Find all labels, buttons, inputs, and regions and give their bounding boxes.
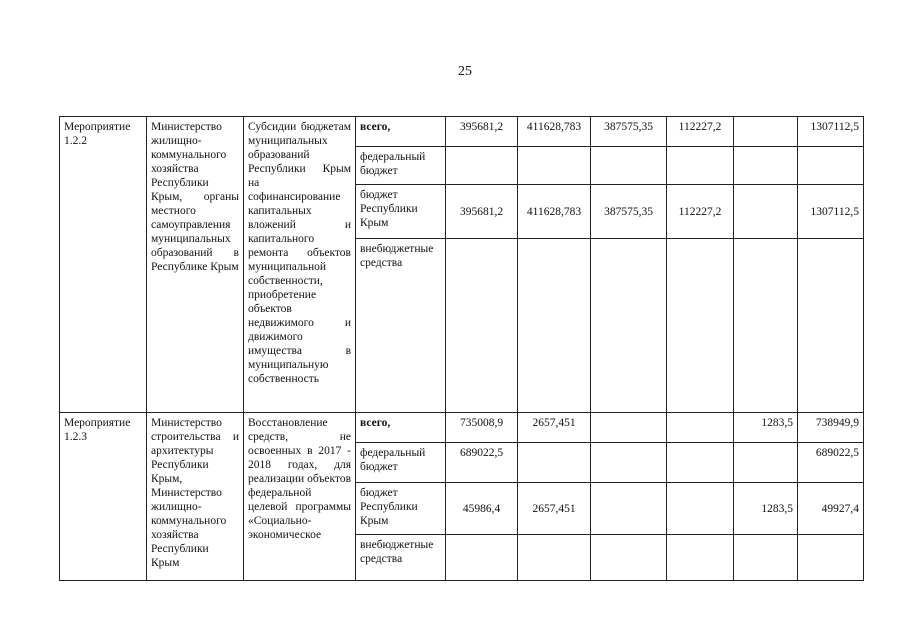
source-cell: внебюджетные средства: [356, 239, 446, 413]
source-cell: бюджет Республики Крым: [356, 483, 446, 535]
value-cell: 387575,35: [591, 117, 667, 147]
value-cell: 395681,2: [446, 117, 518, 147]
value-cell: [446, 147, 518, 185]
value-cell: [591, 239, 667, 413]
event-cell: Мероприятие 1.2.2: [60, 117, 147, 413]
source-cell: всего,: [356, 413, 446, 443]
value-cell: 387575,35: [591, 185, 667, 239]
value-cell: 1283,5: [734, 413, 798, 443]
value-cell: 395681,2: [446, 185, 518, 239]
source-cell: федеральный бюджет: [356, 443, 446, 483]
total-cell: [798, 239, 864, 413]
executor-cell: Министерство жилищно-коммунального хозяйства Республики Крым, органы местного самоуправления муниципальных образований в Республике Крым: [147, 117, 244, 413]
value-cell: [518, 147, 591, 185]
executor-cell: Министерство строительства и архитектуры Республики Крым, Министерство жилищно-коммунального хозяйства Республики Крым: [147, 413, 244, 581]
value-cell: 411628,783: [518, 185, 591, 239]
value-cell: [734, 147, 798, 185]
value-cell: 735008,9: [446, 413, 518, 443]
value-cell: [518, 535, 591, 581]
value-cell: [591, 483, 667, 535]
value-cell: [667, 483, 734, 535]
value-cell: [446, 239, 518, 413]
value-cell: 689022,5: [446, 443, 518, 483]
table-row: [60, 117, 864, 147]
total-cell: 1307112,5: [798, 185, 864, 239]
total-cell: [798, 147, 864, 185]
source-cell: федеральный бюджет: [356, 147, 446, 185]
value-cell: [667, 413, 734, 443]
value-cell: 45986,4: [446, 483, 518, 535]
value-cell: 411628,783: [518, 117, 591, 147]
value-cell: 112227,2: [667, 117, 734, 147]
value-cell: [734, 443, 798, 483]
value-cell: 112227,2: [667, 185, 734, 239]
value-cell: [518, 443, 591, 483]
value-cell: [734, 185, 798, 239]
value-cell: [518, 239, 591, 413]
total-cell: [798, 535, 864, 581]
value-cell: 2657,451: [518, 483, 591, 535]
value-cell: [667, 147, 734, 185]
table-row: [60, 413, 864, 443]
event-cell: Мероприятие 1.2.3: [60, 413, 147, 581]
value-cell: [446, 535, 518, 581]
value-cell: [591, 443, 667, 483]
total-cell: 49927,4: [798, 483, 864, 535]
value-cell: [591, 147, 667, 185]
description-cell: Восстановление средств, не освоенных в 2017 - 2018 годах, для реализации объектов федеральной целевой программы «Социально-экономическое: [244, 413, 356, 581]
source-cell: внебюджетные средства: [356, 535, 446, 581]
source-cell: бюджет Республики Крым: [356, 185, 446, 239]
page-number: 25: [458, 64, 472, 79]
value-cell: [667, 239, 734, 413]
total-cell: 1307112,5: [798, 117, 864, 147]
value-cell: [734, 535, 798, 581]
value-cell: 1283,5: [734, 483, 798, 535]
source-cell: всего,: [356, 117, 446, 147]
description-cell: Субсидии бюджетам муниципальных образований Республики Крым на софинансирование капитальных вложений и капитального ремонта объектов муниципальной собственности, приобретение объектов недвижимого и движимого имущества в муниципальную собственность: [244, 117, 356, 413]
value-cell: [734, 117, 798, 147]
value-cell: [667, 535, 734, 581]
value-cell: [591, 535, 667, 581]
value-cell: [591, 413, 667, 443]
value-cell: 2657,451: [518, 413, 591, 443]
value-cell: [667, 443, 734, 483]
total-cell: 689022,5: [798, 443, 864, 483]
value-cell: [734, 239, 798, 413]
total-cell: 738949,9: [798, 413, 864, 443]
budget-table: [59, 116, 864, 581]
